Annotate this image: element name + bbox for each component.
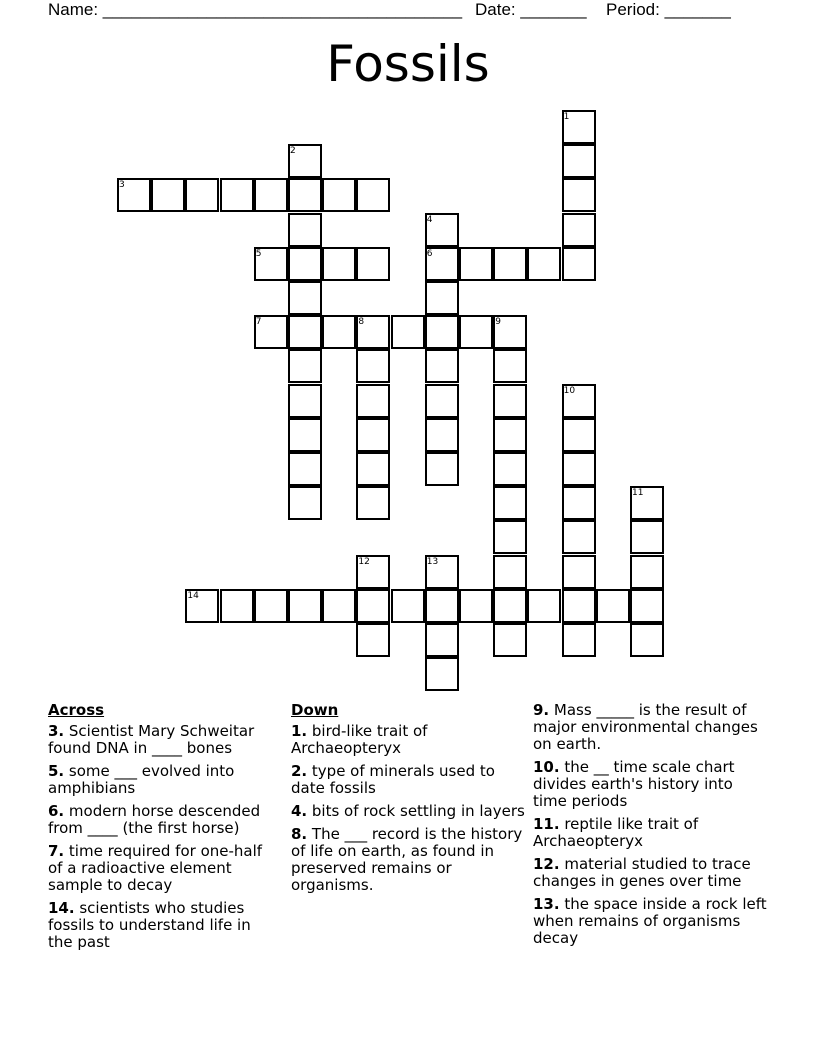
- crossword-cell[interactable]: [391, 315, 425, 349]
- clue-number-label: 7: [255, 317, 262, 328]
- crossword-cell[interactable]: [254, 589, 288, 623]
- crossword-cell[interactable]: [322, 315, 356, 349]
- down-clue: [291, 723, 526, 757]
- down-clues-column: [291, 702, 526, 900]
- crossword-cell[interactable]: [288, 589, 322, 623]
- name-field-label[interactable]: Name: ______________________________________: [48, 0, 463, 19]
- clue-text: bits of rock settling in layers: [307, 802, 525, 820]
- across-clue: [48, 723, 268, 757]
- clue-number: 3.: [48, 722, 65, 740]
- crossword-cell[interactable]: [425, 281, 459, 315]
- crossword-cell[interactable]: [493, 589, 527, 623]
- crossword-cell[interactable]: [562, 623, 596, 657]
- crossword-cell[interactable]: [288, 213, 322, 247]
- down-clue: [533, 896, 768, 947]
- crossword-cell[interactable]: [562, 555, 596, 589]
- clue-text: some ___ evolved into amphibians: [48, 762, 235, 797]
- clue-number-label: 13: [426, 556, 439, 567]
- across-clue: [48, 763, 268, 797]
- crossword-cell[interactable]: [562, 520, 596, 554]
- clue-number-label: 9: [495, 317, 501, 328]
- clue-number-label: 3: [119, 180, 125, 191]
- crossword-cell[interactable]: [493, 418, 527, 452]
- clue-text: type of minerals used to date fossils: [291, 762, 495, 797]
- crossword-cell[interactable]: [425, 623, 459, 657]
- across-clue: [48, 843, 268, 894]
- crossword-cell[interactable]: [493, 247, 527, 281]
- across-clue: [48, 900, 268, 951]
- clue-number-label: 1: [563, 112, 570, 122]
- crossword-cell[interactable]: [459, 247, 493, 281]
- crossword-cell[interactable]: [220, 178, 254, 212]
- crossword-cell[interactable]: [630, 589, 664, 623]
- crossword-cell[interactable]: [288, 452, 322, 486]
- crossword-cell[interactable]: [288, 486, 322, 520]
- crossword-cell[interactable]: [356, 486, 390, 520]
- crossword-cell[interactable]: [562, 452, 596, 486]
- clue-text: bird-like trait of Archaeopteryx: [291, 722, 428, 757]
- clue-text: reptile like trait of Archaeopteryx: [533, 815, 699, 850]
- crossword-cell[interactable]: [356, 623, 390, 657]
- crossword-cell[interactable]: [356, 178, 390, 212]
- clue-text: Mass _____ is the result of major environmental changes on earth.: [533, 701, 758, 753]
- clue-text: time required for one-half of a radioactive element sample to decay: [48, 842, 263, 894]
- crossword-cell[interactable]: [220, 589, 254, 623]
- crossword-cell[interactable]: [562, 589, 596, 623]
- crossword-cell[interactable]: [356, 247, 390, 281]
- crossword-cell[interactable]: [562, 486, 596, 520]
- clue-number: 1.: [291, 722, 308, 740]
- crossword-cell[interactable]: [254, 178, 288, 212]
- crossword-cell[interactable]: [288, 247, 322, 281]
- crossword-cell[interactable]: [391, 589, 425, 623]
- crossword-cell[interactable]: [356, 349, 390, 383]
- crossword-cell[interactable]: [493, 384, 527, 418]
- crossword-cell[interactable]: [288, 349, 322, 383]
- period-field-label[interactable]: Period: _______: [606, 0, 731, 19]
- clue-number-label: 2: [290, 146, 296, 157]
- clue-number: 9.: [533, 701, 550, 719]
- crossword-cell[interactable]: [493, 520, 527, 554]
- crossword-cell[interactable]: [562, 144, 596, 178]
- crossword-cell[interactable]: [562, 178, 596, 212]
- clue-text: Scientist Mary Schweitar found DNA in ____ bones: [48, 722, 255, 757]
- crossword-cell[interactable]: [425, 315, 459, 349]
- crossword-cell[interactable]: [630, 623, 664, 657]
- across-clues-column: [48, 702, 268, 957]
- crossword-cell[interactable]: [151, 178, 185, 212]
- crossword-cell[interactable]: [425, 418, 459, 452]
- clue-text: The ___ record is the history of life on earth, as found in preserved remains or organisms.: [291, 825, 523, 894]
- clue-number-label: 14: [187, 590, 199, 601]
- crossword-cell[interactable]: [356, 418, 390, 452]
- crossword-cell[interactable]: [493, 452, 527, 486]
- down-clue: [291, 826, 526, 894]
- down-clues-column-continued: [533, 702, 768, 953]
- clue-number: 14.: [48, 899, 75, 917]
- crossword-cell[interactable]: [288, 418, 322, 452]
- crossword-cell[interactable]: [493, 555, 527, 589]
- crossword-cell[interactable]: [425, 349, 459, 383]
- crossword-cell[interactable]: [459, 315, 493, 349]
- clue-number: 6.: [48, 802, 65, 820]
- crossword-cell[interactable]: [425, 657, 459, 691]
- crossword-cell[interactable]: [459, 589, 493, 623]
- crossword-cell[interactable]: [562, 213, 596, 247]
- page-title: Fossils: [326, 35, 490, 93]
- clue-number-label: 12: [358, 556, 370, 567]
- clue-text: material studied to trace changes in genes over time: [533, 855, 751, 890]
- across-heading: Across: [48, 701, 105, 719]
- crossword-cell[interactable]: [425, 452, 459, 486]
- crossword-cell[interactable]: [527, 247, 561, 281]
- crossword-cell[interactable]: [322, 178, 356, 212]
- crossword-cell[interactable]: [288, 178, 322, 212]
- crossword-cell[interactable]: [493, 623, 527, 657]
- crossword-cell[interactable]: [322, 247, 356, 281]
- clue-number-label: 4: [426, 214, 433, 225]
- crossword-cell[interactable]: [596, 589, 630, 623]
- clue-number-label: 5: [255, 248, 262, 259]
- clue-number: 4.: [291, 802, 308, 820]
- crossword-cell[interactable]: [562, 418, 596, 452]
- clue-text: the space inside a rock left when remains of organisms decay: [533, 895, 767, 947]
- down-clue: [533, 856, 768, 890]
- clue-number: 2.: [291, 762, 308, 780]
- down-clue: [291, 803, 526, 820]
- crossword-cell[interactable]: [288, 315, 322, 349]
- crossword-cell[interactable]: [630, 520, 664, 554]
- crossword-cell[interactable]: [288, 281, 322, 315]
- clue-number-label: 6: [426, 248, 433, 259]
- crossword-cell[interactable]: [425, 589, 459, 623]
- crossword-cell[interactable]: [562, 247, 596, 281]
- crossword-cell[interactable]: [356, 589, 390, 623]
- clue-number: 8.: [291, 825, 308, 843]
- clue-number: 7.: [48, 842, 65, 860]
- clue-number-label: 10: [563, 385, 576, 396]
- crossword-cell[interactable]: [288, 384, 322, 418]
- crossword-cell[interactable]: [425, 384, 459, 418]
- clue-number: 13.: [533, 895, 560, 913]
- clue-number: 11.: [533, 815, 560, 833]
- clue-number: 10.: [533, 758, 560, 776]
- crossword-cell[interactable]: [493, 349, 527, 383]
- crossword-cell[interactable]: [630, 555, 664, 589]
- down-clue: [533, 759, 768, 810]
- clue-number-label: 8: [358, 317, 365, 328]
- crossword-cell[interactable]: [493, 486, 527, 520]
- down-clue: [533, 816, 768, 850]
- down-clue: [291, 763, 526, 797]
- across-clue: [48, 803, 268, 837]
- clue-text: scientists who studies fossils to understand life in the past: [48, 899, 251, 951]
- down-clue: [533, 702, 768, 753]
- crossword-cell[interactable]: [527, 589, 561, 623]
- date-field-label[interactable]: Date: _______: [475, 0, 587, 19]
- clue-text: modern horse descended from ____ (the first horse): [48, 802, 261, 837]
- crossword-cell[interactable]: [185, 178, 219, 212]
- clue-number-label: 11: [632, 488, 644, 499]
- down-heading: Down: [291, 701, 339, 719]
- clue-text: the __ time scale chart divides earth's history into time periods: [533, 758, 735, 810]
- clue-number: 12.: [533, 855, 560, 873]
- crossword-cell[interactable]: [322, 589, 356, 623]
- crossword-cell[interactable]: [356, 452, 390, 486]
- clue-number: 5.: [48, 762, 65, 780]
- crossword-cell[interactable]: [356, 384, 390, 418]
